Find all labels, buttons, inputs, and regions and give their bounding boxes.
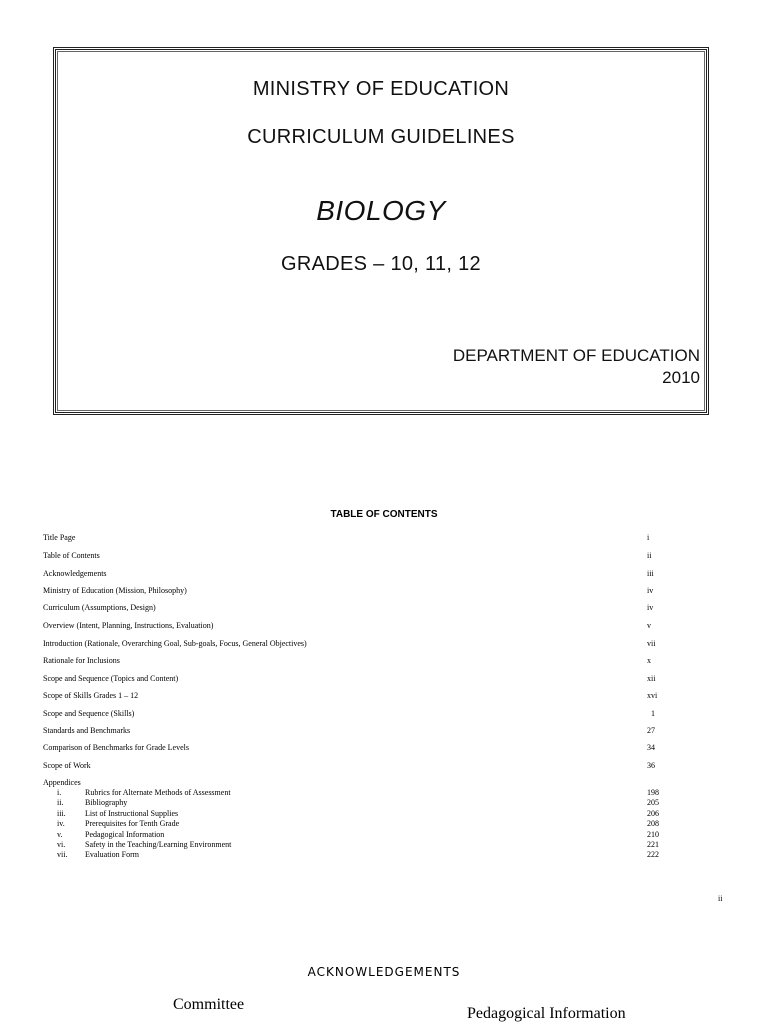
toc-entry bbox=[43, 690, 663, 702]
subject-title: BIOLOGY bbox=[316, 195, 446, 226]
acknowledgements-heading: ACKNOWLEDGEMENTS bbox=[307, 965, 461, 979]
toc-entry bbox=[43, 550, 663, 562]
appendix-number: iii. bbox=[57, 808, 66, 818]
ministry-title: MINISTRY OF EDUCATION bbox=[252, 78, 510, 100]
toc-entry-title: Scope of Skills Grades 1 – 12 bbox=[43, 691, 139, 700]
appendices-label-text: Appendices bbox=[43, 778, 81, 787]
toc-entry-page: ii bbox=[647, 551, 652, 560]
toc-entry bbox=[43, 620, 663, 632]
toc-entry bbox=[43, 725, 663, 737]
toc-entry-title: Scope of Work bbox=[43, 761, 91, 770]
toc-entry-page: iv bbox=[647, 586, 654, 595]
toc-entry-page: x bbox=[647, 656, 651, 665]
toc-entry-title: Rationale for Inclusions bbox=[43, 656, 120, 665]
toc-entry-title: Acknowledgements bbox=[43, 569, 107, 578]
page-number: ii bbox=[718, 894, 723, 903]
toc-entry bbox=[43, 655, 663, 667]
appendix-title: Rubrics for Alternate Methods of Assessment bbox=[85, 788, 231, 797]
toc-entry-title: Standards and Benchmarks bbox=[43, 726, 131, 735]
toc-entry bbox=[43, 602, 663, 614]
toc-entry bbox=[43, 638, 663, 650]
appendix-title: List of Instructional Supplies bbox=[85, 808, 179, 818]
toc-entry-page: 1 bbox=[651, 709, 655, 718]
toc-entry-page: xii bbox=[647, 674, 656, 683]
appendix-entry bbox=[43, 788, 663, 798]
appendix-entry bbox=[43, 850, 663, 860]
toc-entry-page: vii bbox=[647, 639, 656, 648]
toc-entry-page: 36 bbox=[647, 761, 655, 770]
toc-entry-title: Ministry of Education (Mission, Philosophy) bbox=[43, 586, 187, 595]
toc-entry bbox=[43, 742, 663, 754]
appendix-number: i. bbox=[57, 788, 62, 797]
appendix-page: 198 bbox=[647, 788, 659, 797]
appendix-page: 205 bbox=[647, 798, 659, 808]
appendix-page: 210 bbox=[647, 829, 659, 839]
appendix-page: 221 bbox=[647, 840, 659, 849]
appendix-title: Pedagogical Information bbox=[85, 829, 165, 839]
toc-entry-page: i bbox=[647, 533, 650, 542]
toc-entry-title: Scope and Sequence (Topics and Content) bbox=[43, 674, 179, 683]
appendix-title: Prerequisites for Tenth Grade bbox=[85, 819, 180, 829]
toc-entry-page: 27 bbox=[647, 726, 655, 735]
appendix-title: Safety in the Teaching/Learning Environment bbox=[85, 840, 232, 849]
toc-entry bbox=[43, 568, 663, 580]
toc-heading: TABLE OF CONTENTS bbox=[330, 509, 438, 520]
toc-entry-page: 34 bbox=[647, 743, 655, 752]
appendix-number: vi. bbox=[57, 840, 66, 849]
pedagogical-information-heading: Pedagogical Information bbox=[467, 1005, 626, 1022]
department-name: DEPARTMENT OF EDUCATION bbox=[452, 346, 700, 365]
toc-entry-title: Curriculum (Assumptions, Design) bbox=[43, 603, 156, 612]
appendix-entry bbox=[43, 830, 663, 840]
appendix-page: 222 bbox=[647, 850, 659, 860]
appendix-number: ii. bbox=[57, 798, 64, 808]
toc-entry-page: iii bbox=[647, 569, 654, 578]
appendix-title: Evaluation Form bbox=[85, 850, 139, 860]
appendix-number: v. bbox=[57, 829, 63, 839]
toc-entry bbox=[43, 585, 663, 597]
curriculum-title: CURRICULUM GUIDELINES bbox=[247, 126, 515, 148]
toc-entry-title: Table of Contents bbox=[43, 551, 100, 560]
appendix-page: 208 bbox=[647, 819, 659, 829]
toc-entry bbox=[43, 760, 663, 772]
appendix-number: vii. bbox=[57, 850, 68, 860]
grades-title: GRADES – 10, 11, 12 bbox=[281, 253, 481, 275]
appendix-entry bbox=[43, 819, 663, 829]
committee-heading: Committee bbox=[173, 996, 245, 1013]
toc-entry bbox=[43, 708, 663, 720]
appendix-entry bbox=[43, 798, 663, 808]
toc-entry-page: iv bbox=[647, 603, 654, 612]
toc-entry-title: Comparison of Benchmarks for Grade Levels bbox=[43, 743, 189, 752]
appendix-page: 206 bbox=[647, 808, 659, 818]
toc-entry-page: v bbox=[647, 621, 651, 630]
appendix-number: iv. bbox=[57, 819, 65, 829]
toc-entry bbox=[43, 532, 663, 544]
toc-entry bbox=[43, 673, 663, 685]
appendix-title: Bibliography bbox=[85, 798, 128, 808]
appendix-entry bbox=[43, 840, 663, 850]
cover-frame bbox=[53, 47, 709, 415]
toc-entry-title: Introduction (Rationale, Overarching Goal, Sub-goals, Focus, General Objectives) bbox=[43, 639, 307, 648]
toc-entry-title: Overview (Intent, Planning, Instructions, Evaluation) bbox=[43, 621, 214, 630]
toc-entry-title: Scope and Sequence (Skills) bbox=[43, 709, 135, 718]
publication-year: 2010 bbox=[662, 368, 700, 387]
toc-entry-title: Title Page bbox=[43, 533, 76, 542]
toc-entry-page: xvi bbox=[647, 691, 658, 700]
appendix-entry bbox=[43, 809, 663, 819]
